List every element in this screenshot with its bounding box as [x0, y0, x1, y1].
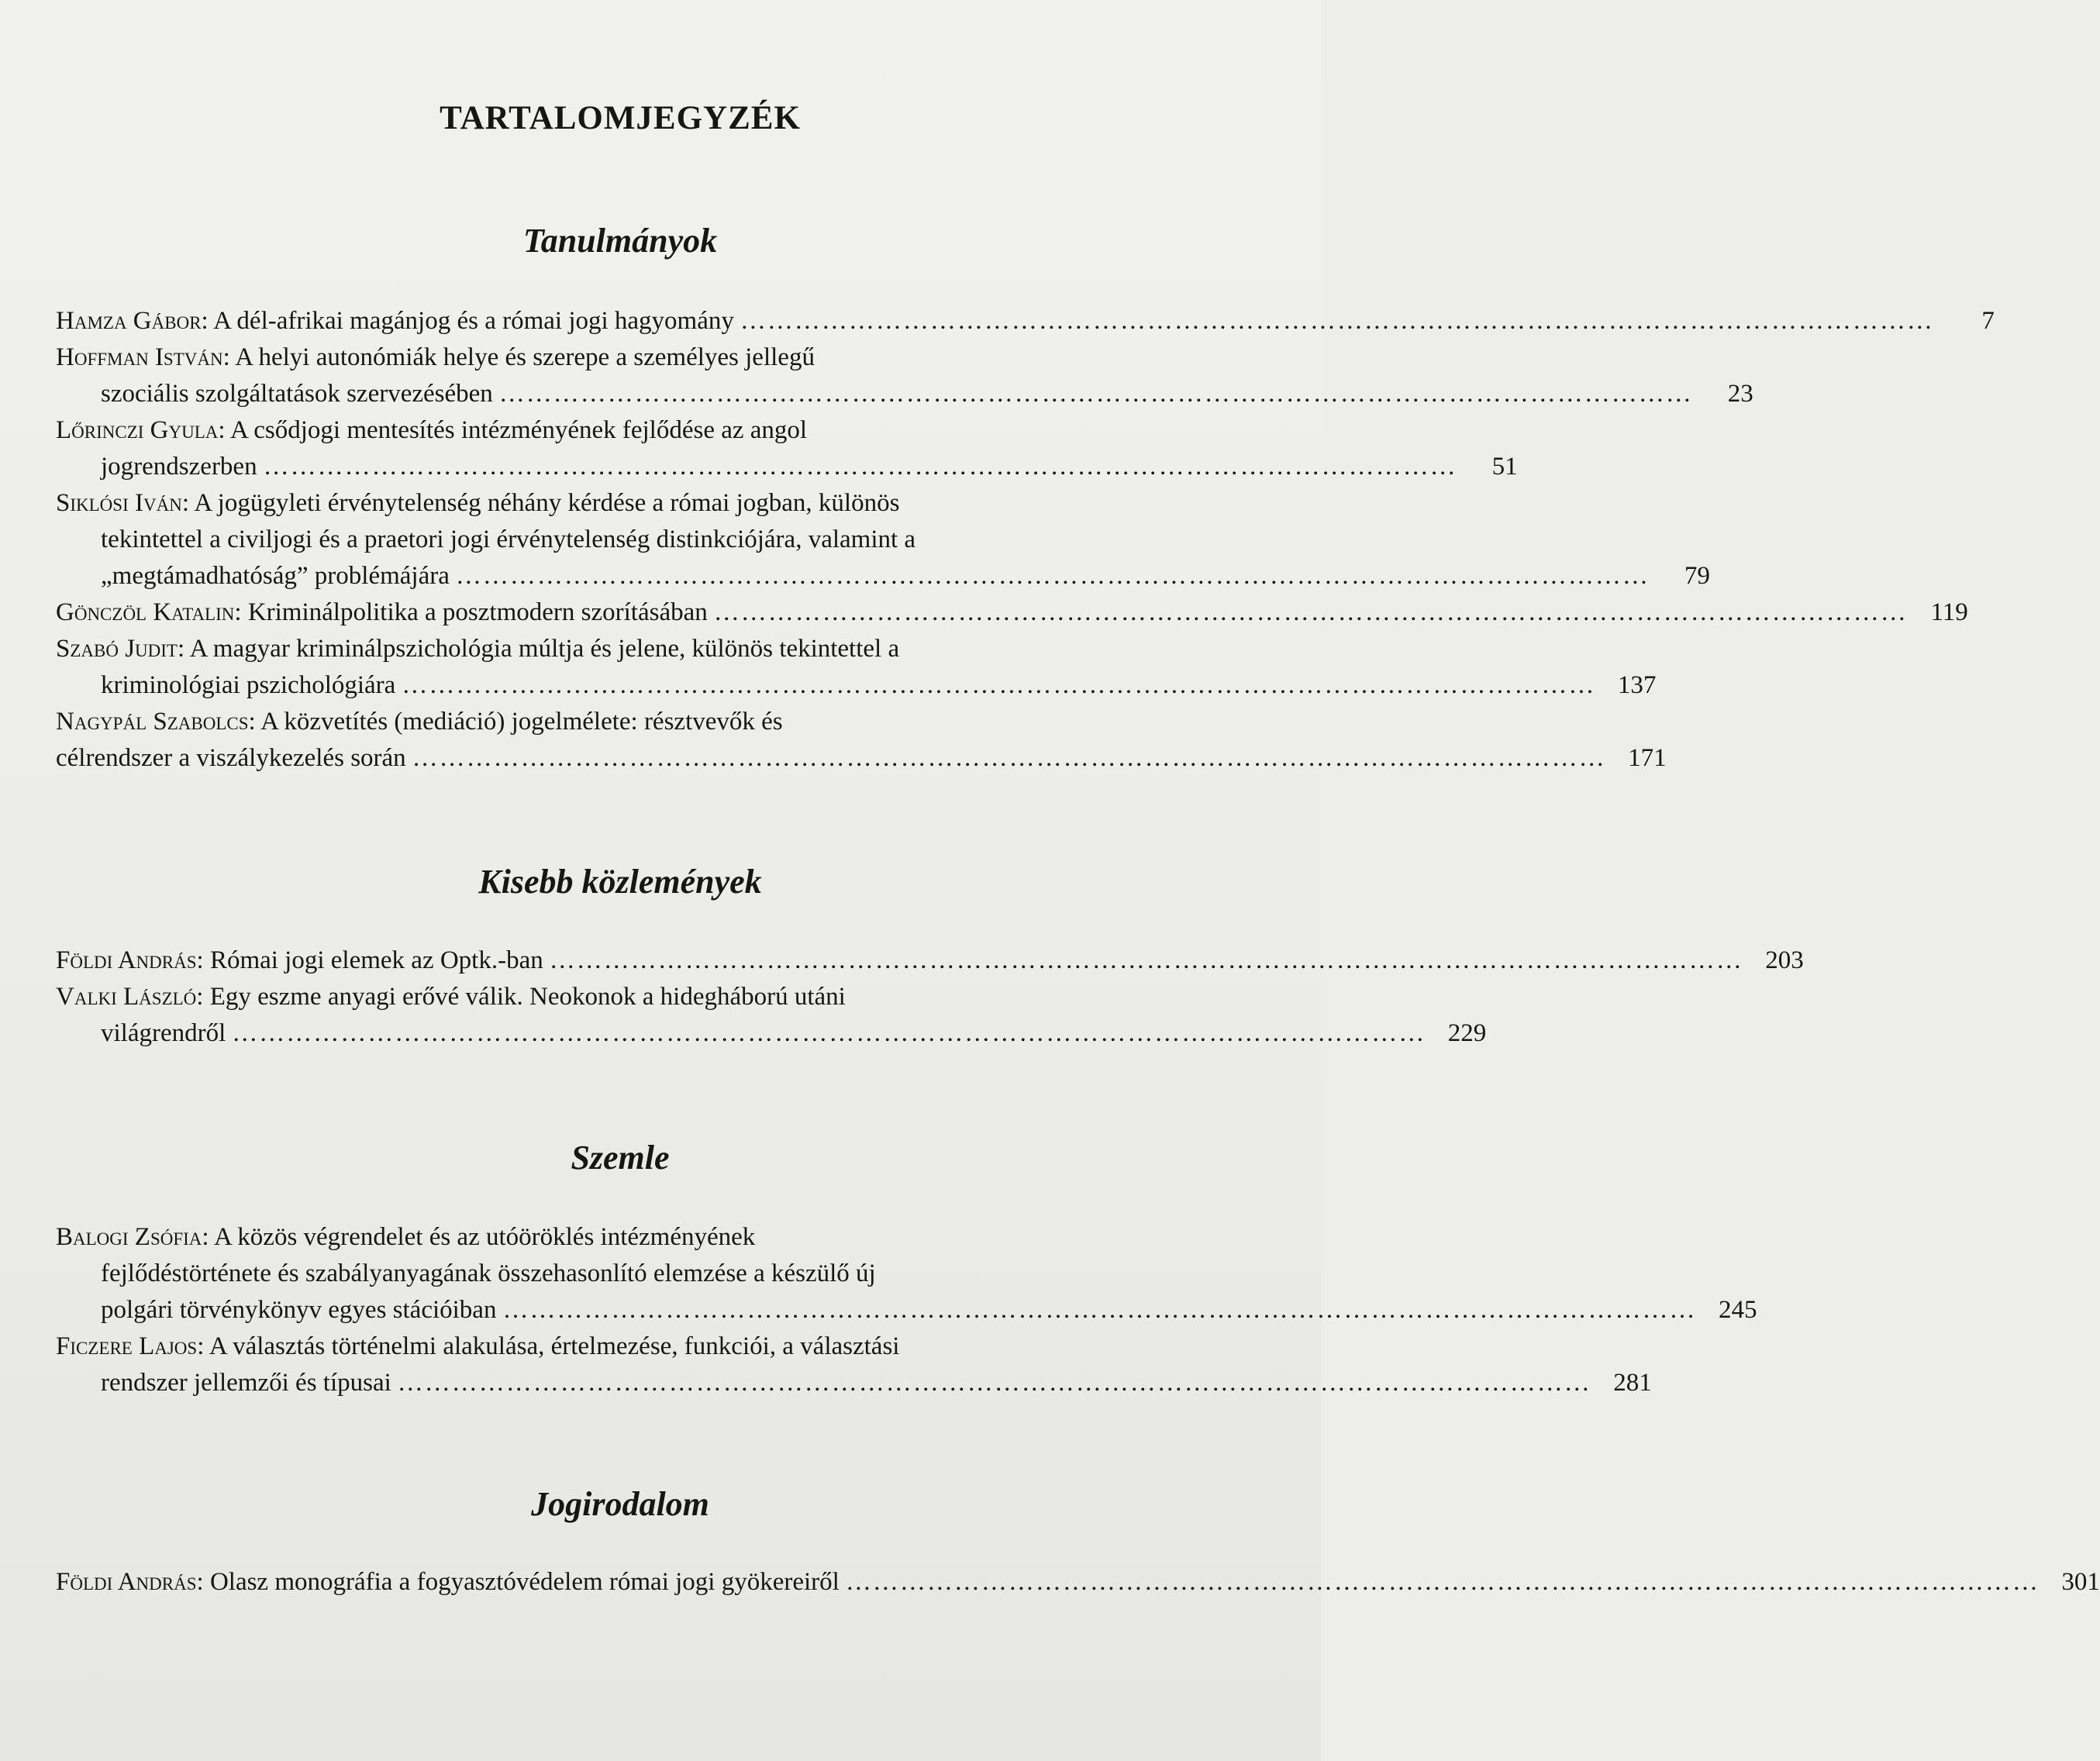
- dot-leader: ……………………………………………………………………………………………………………………: [232, 1019, 1426, 1047]
- entry-last-line: [56, 376, 1753, 412]
- toc-entry: Szabó Judit: A magyar kriminálpszichológia múltja és jelene, különös tekintettel a kriminológiai pszichológiára …………………………………………………………………………………………………………………… 137: [56, 631, 1225, 704]
- page-number: 245: [1718, 1296, 1757, 1324]
- toc-entry: Valki László: Egy eszme anyagi erővé válik. Neokonok a hidegháború utáni világrendről …………………………………………………………………………………………………………………… 229: [56, 979, 1225, 1052]
- entry-title-cont: „megtámadhatóság” problémájára: [101, 562, 450, 590]
- page-number: 79: [1684, 562, 1710, 590]
- section-entries: [56, 303, 1995, 777]
- entry-title: Római jogi elemek az Optk.-ban: [209, 946, 543, 974]
- section-title: Jogirodalom: [531, 1485, 709, 1523]
- entry-author: Hamza Gábor: [56, 307, 202, 335]
- entry-title-cont: polgári törvénykönyv egyes stációiban: [101, 1296, 497, 1324]
- page-number: 51: [1491, 453, 1518, 481]
- toc-entry: [56, 303, 1995, 339]
- entry-author: Valki László: [56, 983, 197, 1011]
- section-title: Kisebb közlemények: [478, 863, 762, 901]
- entry-author: Hoffman István: [56, 343, 223, 371]
- entry-author: Szabó Judit: [56, 635, 178, 663]
- entry-title: A dél-afrikai magánjog és a római jogi hagyomány: [213, 307, 734, 335]
- page-number: 171: [1628, 744, 1667, 772]
- toc-entry: Siklósi Iván: A jogügyleti érvénytelenség néhány kérdése a római jogban, különös tekintettel a civiljogi és a praetori jogi érvénytelenség distinkciójára, valamint a „megtámadhatóság” problémájára …………………………………………………………………………………………………………………… 79: [56, 485, 1225, 594]
- entry-title: A választás történelmi alakulása, értelmezése, funkciói, a választási: [209, 1332, 900, 1360]
- toc-entry: Nagypál Szabolcs: A közvetítés (mediáció) jogelmélete: résztvevők és célrendszer a viszálykezelés során …………………………………………………………………………………………………………………… 171: [56, 704, 1225, 777]
- entry-author: Földi András: [56, 946, 197, 974]
- entry-title-cont: kriminológiai pszichológiára: [101, 671, 396, 699]
- page-number: 7: [1981, 307, 1995, 335]
- toc-entry: [56, 1564, 2100, 1601]
- entry-title-cont: célrendszer a viszálykezelés során: [56, 744, 406, 772]
- toc-entry: Lőrinczi Gyula: A csődjogi mentesítés intézményének fejlődése az angol jogrendszerben …………………………………………………………………………………………………………………… 51: [56, 412, 1225, 485]
- dot-leader: ……………………………………………………………………………………………………………………: [549, 946, 1743, 974]
- entry-author: Ficzere Lajos: [56, 1332, 198, 1360]
- toc-entry: [56, 594, 1968, 631]
- toc-entry: Balogi Zsófia: A közös végrendelet és az utóöröklés intézményének fejlődéstörténete és szabályanyagának összehasonlító elemzése a készülő új polgári törvénykönyv egyes stációiban …………………………………………………………………………………………………………………… 245: [56, 1219, 1225, 1329]
- entry-author: Siklósi Iván: [56, 489, 182, 517]
- dot-leader: ……………………………………………………………………………………………………………………: [502, 1296, 1697, 1324]
- section-entries: [56, 943, 1804, 1052]
- dot-leader: ……………………………………………………………………………………………………………………: [412, 744, 1606, 772]
- entry-title: Egy eszme anyagi erővé válik. Neokonok a hidegháború utáni: [209, 983, 846, 1011]
- toc-entry: [56, 943, 1804, 979]
- entry-title: A helyi autonómiák helye és szerepe a személyes jellegű: [235, 343, 815, 371]
- section-title: Tanulmányok: [522, 222, 718, 260]
- page-number: 301: [2061, 1568, 2100, 1596]
- entry-title-cont: szociális szolgáltatások szervezésében: [101, 380, 493, 408]
- entry-title-cont: jogrendszerben: [101, 453, 257, 481]
- entry-title: A közvetítés (mediáció) jogelmélete: résztvevők és: [260, 708, 783, 736]
- page-number: 203: [1765, 946, 1804, 974]
- toc-entry: Ficzere Lajos: A választás történelmi alakulása, értelmezése, funkciói, a választási rendszer jellemzői és típusai …………………………………………………………………………………………………………………… 281: [56, 1329, 1225, 1401]
- entry-last-line: [56, 449, 1518, 485]
- section-entries: [56, 1564, 2100, 1601]
- entry-title-cont: rendszer jellemzői és típusai: [101, 1369, 391, 1397]
- section-title: Szemle: [571, 1139, 670, 1177]
- entry-title: A közös végrendelet és az utóöröklés intézményének: [214, 1223, 756, 1251]
- dot-leader: ……………………………………………………………………………………………………………………: [397, 1369, 1591, 1397]
- dot-leader: ……………………………………………………………………………………………………………………: [498, 380, 1693, 408]
- toc-entry: Hoffman István: A helyi autonómiák helye és szerepe a személyes jellegű szociális szolgáltatások szervezésében …………………………………………………………………………………………………………………… 23: [56, 339, 1225, 412]
- section-entries: [56, 1219, 1757, 1401]
- entry-last-line: [56, 558, 1710, 594]
- dot-leader: ……………………………………………………………………………………………………………………: [713, 598, 1908, 626]
- page-number: 119: [1930, 598, 1968, 626]
- page-title: TARTALOMJEGYZÉK: [440, 100, 801, 136]
- entry-title: A csődjogi mentesítés intézményének fejlődése az angol: [230, 416, 808, 444]
- dot-leader: ……………………………………………………………………………………………………………………: [845, 1568, 2040, 1596]
- entry-title: A magyar kriminálpszichológia múltja és jelene, különös tekintettel a: [189, 635, 900, 663]
- page-number: 281: [1613, 1369, 1652, 1397]
- page-number: 23: [1727, 380, 1753, 408]
- entry-author: Földi András: [56, 1568, 197, 1596]
- entry-last-line: [56, 1365, 1652, 1401]
- dot-leader: ……………………………………………………………………………………………………………………: [402, 671, 1596, 699]
- entry-author: Balogi Zsófia: [56, 1223, 202, 1251]
- entry-last-line: [56, 1292, 1757, 1329]
- dot-leader: ……………………………………………………………………………………………………………………: [263, 453, 1457, 481]
- entry-title-cont: fejlődéstörténete és szabályanyagának összehasonlító elemzése a készülő új: [101, 1260, 876, 1287]
- page-number: 229: [1447, 1019, 1487, 1047]
- entry-last-line: Földi András: Olasz monográfia a fogyasztóvédelem római jogi gyökereiről …………………………………………………………………………………………………………………… 301: [56, 1564, 1225, 1601]
- entry-author: Lőrinczi Gyula: [56, 416, 219, 444]
- page-number: 137: [1617, 671, 1657, 699]
- entry-last-line: Hamza Gábor: A dél-afrikai magánjog és a római jogi hagyomány …………………………………………………………………………………………………………………… 7: [56, 303, 1225, 339]
- entry-title: Kriminálpolitika a posztmodern szorításában: [247, 598, 708, 626]
- entry-author: Gönczöl Katalin: [56, 598, 235, 626]
- entry-title: Olasz monográfia a fogyasztóvédelem római jogi gyökereiről: [209, 1568, 840, 1596]
- entry-title-cont: világrendről: [101, 1019, 226, 1047]
- entry-title: A jogügyleti érvénytelenség néhány kérdése a római jogban, különös: [194, 489, 900, 517]
- entry-author: Nagypál Szabolcs: [56, 708, 249, 736]
- entry-title-cont: tekintettel a civiljogi és a praetori jogi érvénytelenség distinkciójára, valamint a: [101, 526, 916, 553]
- entry-last-line: Földi András: Római jogi elemek az Optk.-ban …………………………………………………………………………………………………………………… 203: [56, 943, 1225, 979]
- entry-last-line: Gönczöl Katalin: Kriminálpolitika a posztmodern szorításában …………………………………………………………………………………………………………………… 119: [56, 594, 1225, 631]
- dot-leader: ……………………………………………………………………………………………………………………: [740, 307, 1934, 335]
- dot-leader: ……………………………………………………………………………………………………………………: [455, 562, 1650, 590]
